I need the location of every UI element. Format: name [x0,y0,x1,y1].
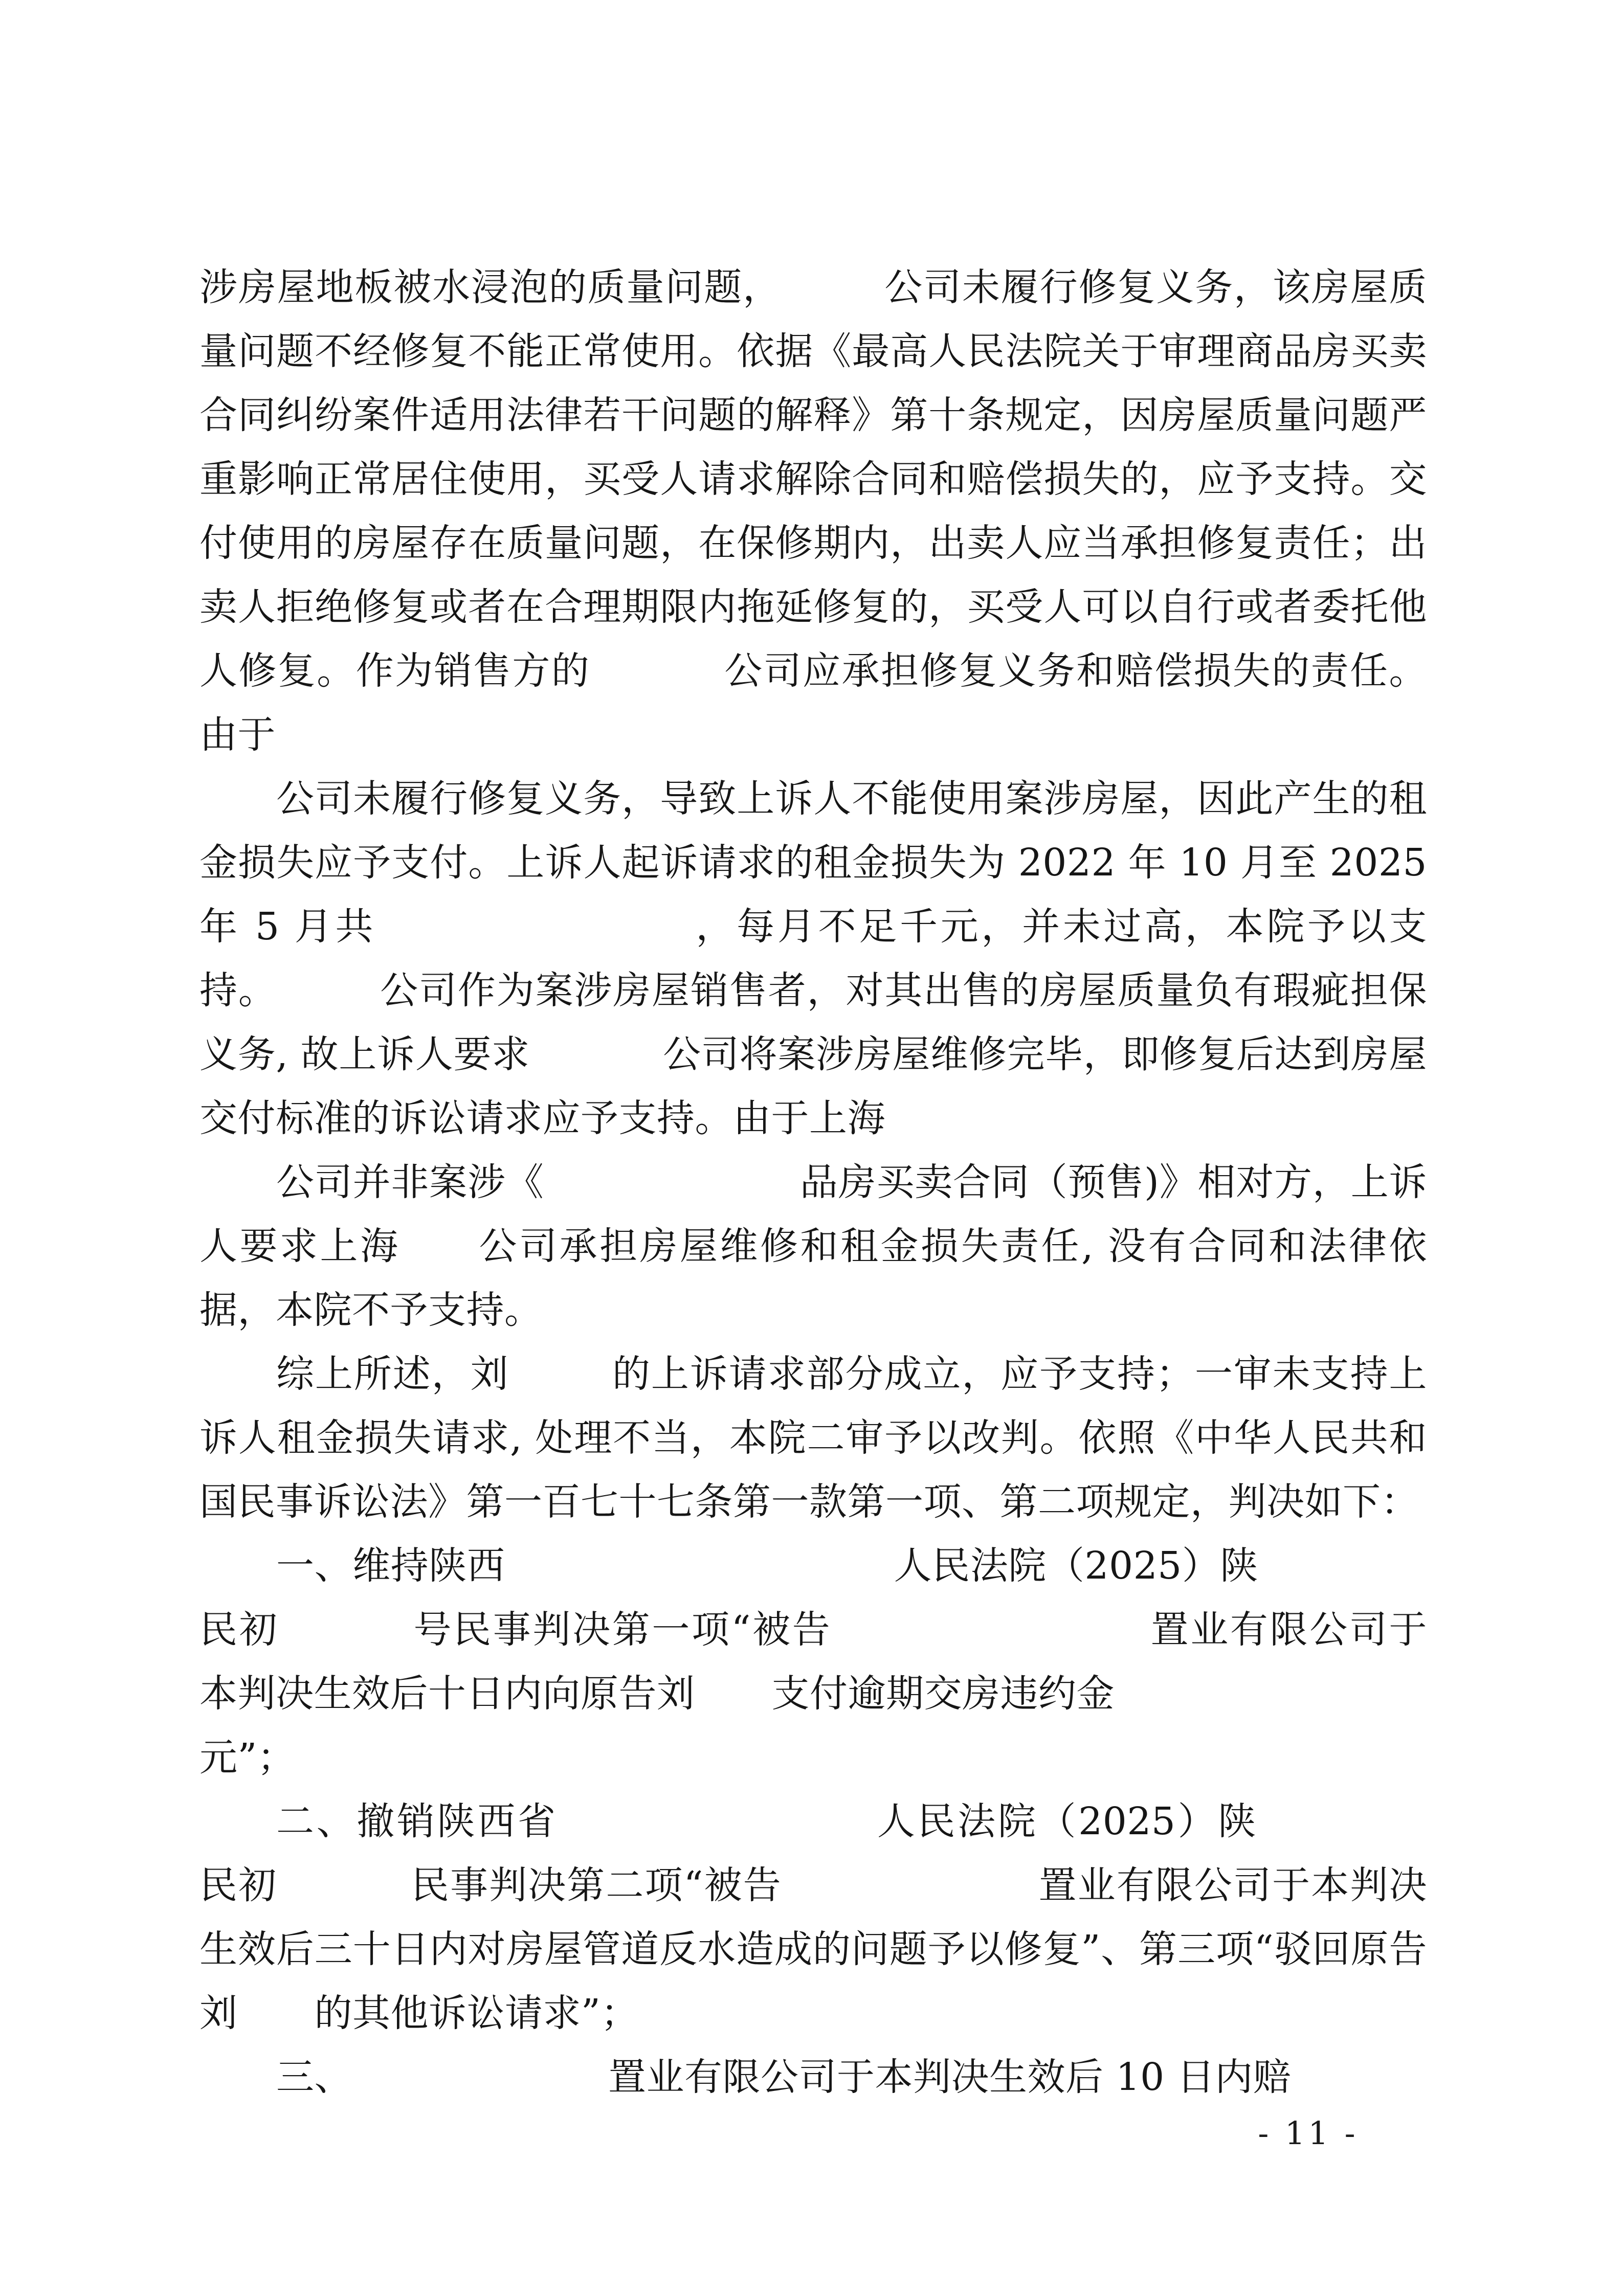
page-footer [0,2114,1624,2152]
page-number: - 11 - [1258,2114,1359,2152]
paragraph: 一、维持陕西 人民法院（2025）陕民初 号民事判决第一项“被告 置业有限公司于本判决生效后十日内向原告刘 支付逾期交房违约金 元”； [199,1544,1428,1780]
paragraph: 综上所述，刘 的上诉请求部分成立，应予支持；一审未支持上诉人租金损失请求, 处理不当，本院二审予以改判。依照《中华人民共和国民事诉讼法》第一百七十七条第一款第一项、第二项规定，判决如下： [199,1352,1428,1524]
paragraph: 三、 置业有限公司于本判决生效后 10 日内赔 [276,2055,1292,2099]
paragraph: 公司未履行修复义务，导致上诉人不能使用案涉房屋，因此产生的租金损失应予支付。上诉人起诉请求的租金损失为 2022 年 10 月至 2025 年 5 月共 ，每月不足千元，并未过高，本院予以支持。 公司作为案涉房屋销售者，对其出售的房屋质量负有瑕疵担保义务, 故上诉人要求 公司将案涉房屋维修完毕，即修复后达到房屋交付标准的诉讼请求应予支持。由于上海 [199,777,1428,1140]
paragraph: 公司并非案涉《 品房买卖合同（预售)》相对方，上诉人要求上海 公司承担房屋维修和租金损失责任, 没有合同和法律依据，本院不予支持。 [199,1160,1428,1332]
paragraph: 涉房屋地板被水浸泡的质量问题， 公司未履行修复义务，该房屋质量问题不经修复不能正常使用。依据《最高人民法院关于审理商品房买卖合同纠纷案件适用法律若干问题的解释》第十条规定，因房屋质量问题严重影响正常居住使用，买受人请求解除合同和赔偿损失的，应予支持。交付使用的房屋存在质量问题，在保修期内，出卖人应当承担修复责任；出卖人拒绝修复或者在合理期限内拖延修复的，买受人可以自行或者委托他人修复。作为销售方的 公司应承担修复义务和赔偿损失的责任。由于 [199,265,1428,757]
document-body [199,256,1427,2109]
paragraph: 二、撤销陕西省 人民法院（2025）陕民初 民事判决第二项“被告 置业有限公司于本判决生效后三十日内对房屋管道反水造成的问题予以修复”、第三项“驳回原告刘 的其他诉讼请求”； [199,1799,1427,2035]
